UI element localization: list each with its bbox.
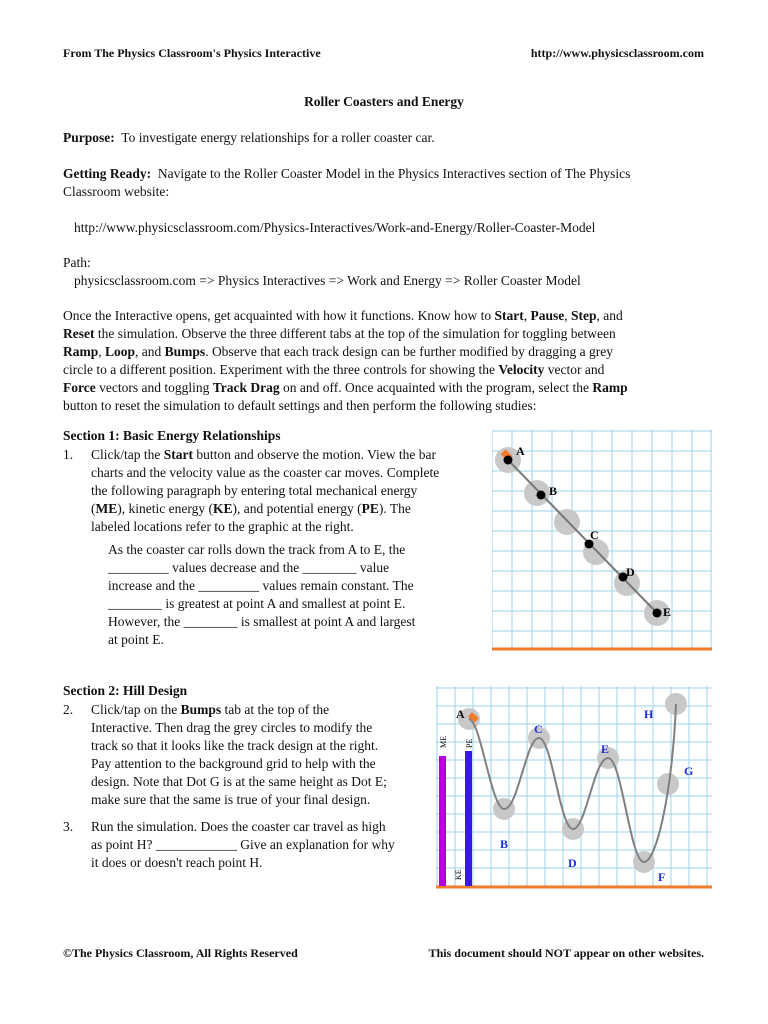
section1-paragraph: Click/tap the Start button and observe the motion. View the bar charts and the velocity value as the coaster car moves. Complete the following paragraph by entering total mechanical energy (ME), kinetic energy (KE), and potential energy (PE). The labeled locations refer to the graphic at the right. [91, 446, 486, 536]
pe-bar-label: PE [465, 738, 474, 748]
pe-bar [465, 751, 472, 886]
s2-text: track so that it looks like the track design at the right. [91, 738, 379, 753]
getting-ready [63, 165, 630, 201]
intro-bumps: Bumps [164, 344, 206, 359]
getting-ready-line1: Navigate to the Roller Coaster Model in the Physics Interactives section of The Physics [157, 166, 631, 181]
ramp-label-a: A [516, 444, 525, 458]
intro-reset: Reset [63, 326, 95, 341]
ramp-point-e [653, 609, 662, 618]
s1-text: labeled locations refer to the graphic at the right. [91, 519, 354, 534]
ramp-diagram [492, 430, 712, 652]
fill-in-line: _________ values decrease and the ________ value [108, 560, 390, 575]
s2-text: Pay attention to the background grid to help with the [91, 756, 376, 771]
s1-text: charts and the velocity value as the coaster car moves. Complete [91, 465, 440, 480]
ramp-track [508, 460, 657, 613]
s3-text: Run the simulation. Does the coaster car travel as high [91, 819, 386, 834]
bump-label-f: F [658, 870, 666, 884]
fill-in-line: As the coaster car rolls down the track from A to E, the [108, 542, 406, 557]
intro-text: vectors and toggling [95, 380, 213, 395]
bump-label-c: C [534, 722, 543, 736]
intro-and: , and [135, 344, 165, 359]
section1-fill-in [108, 541, 488, 649]
s2-text: make sure that the same is true of your final design. [91, 792, 371, 807]
s1-start: Start [163, 447, 193, 462]
header-right: http://www.physicsclassroom.com [530, 46, 704, 60]
header-left: From The Physics Classroom's Physics Interactive [63, 46, 321, 60]
intro-comma: , [523, 308, 531, 323]
s1-text: the following paragraph by entering total mechanical energy [91, 483, 418, 498]
ke-bar-label: KE [454, 869, 463, 880]
getting-ready-line2: Classroom website: [63, 184, 170, 199]
bump-label-a: A [456, 707, 465, 721]
fill-in-line: However, the ________ is smallest at point A and largest [108, 614, 416, 629]
s1-text: button and observe the motion. View the bar [192, 447, 436, 462]
section2-num3: 3. [63, 819, 74, 834]
bumps-diagram [436, 686, 712, 890]
intro-and: , and [596, 308, 623, 323]
path-label: Path: [63, 255, 91, 270]
s1-text: ). The [378, 501, 411, 516]
page-title: Roller Coasters and Energy [304, 94, 464, 109]
section2-item3 [91, 818, 431, 872]
intro-paragraph: Once the Interactive opens, get acquainted with how it functions. Know how to Start, Pause, Step, and Reset the simulation. Observe the three different tabs at the top of the simulation for toggling between Ramp, Loop, and Bumps. Observe that each track design can be further modified by dragging a grey circle to a different position. Experiment with the three controls for showing the Velocity vector and Force vectors and toggling Track Drag on and off. Once acquainted with the program, select the Ramp button to reset the simulation to default settings and then perform the following studies: [63, 307, 723, 415]
intro-text: vector and [544, 362, 605, 377]
s2-bumps: Bumps [180, 702, 222, 717]
s1-pe: PE [361, 501, 379, 516]
intro-text: the simulation. Observe the three different tabs at the top of the simulation for toggling between [94, 326, 616, 341]
intro-pause: Pause [530, 308, 565, 323]
s2-text: design. Note that Dot G is at the same height as Dot E; [91, 774, 387, 789]
section1-num: 1. [63, 447, 74, 462]
section2-num2: 2. [63, 702, 74, 717]
ramp-label-e: E [663, 605, 672, 619]
footer-right: This document should NOT appear on other websites. [428, 946, 704, 960]
purpose [63, 129, 435, 147]
ramp-label-c: C [590, 528, 599, 542]
ramp-label-b: B [549, 484, 558, 498]
url-text: http://www.physicsclassroom.com/Physics-Interactives/Work-and-Energy/Roller-Coaster-Model [74, 220, 596, 235]
ramp-grid [492, 430, 712, 648]
intro-track-drag: Track Drag [212, 380, 280, 395]
ramp-point-b [537, 491, 546, 500]
s1-ke: KE [212, 501, 233, 516]
bump-label-h: H [644, 707, 654, 721]
intro-text: circle to a different position. Experiment with the three controls for showing the [63, 362, 499, 377]
fill-in-line: at point E. [108, 632, 164, 647]
s2-text: Interactive. Then drag the grey circles to modify the [91, 720, 373, 735]
s2-text: Click/tap on the [91, 702, 181, 717]
fill-in-line: increase and the _________ values remain constant. The [108, 578, 414, 593]
intro-text: button to reset the simulation to default settings and then perform the following studies: [63, 398, 537, 413]
s1-me: ME [95, 501, 118, 516]
section1-heading: Section 1: Basic Energy Relationships [63, 428, 281, 443]
s1-text: Click/tap the [91, 447, 164, 462]
bump-label-e: E [601, 742, 610, 756]
intro-text: Once the Interactive opens, get acquainted with how it functions. Know how to [63, 308, 495, 323]
intro-force: Force [63, 380, 96, 395]
bump-label-d: D [568, 856, 577, 870]
intro-step: Step [571, 308, 597, 323]
bump-label-g: G [684, 764, 694, 778]
me-bar [439, 756, 446, 886]
intro-ramp: Ramp [592, 380, 628, 395]
intro-loop: Loop [105, 344, 136, 359]
s3-text: as point H? ____________ Give an explanation for why [91, 837, 395, 852]
me-bar-label: ME [439, 736, 448, 748]
s2-text: tab at the top of the [221, 702, 330, 717]
s3-text: it does or doesn't reach point H. [91, 855, 263, 870]
ramp-point-a [504, 456, 513, 465]
section2-item2 [91, 701, 431, 809]
intro-ramp: Ramp [63, 344, 99, 359]
intro-text: . Observe that each track design can be further modified by dragging a grey [205, 344, 614, 359]
bump-label-b: B [500, 837, 509, 851]
purpose-label: Purpose: [63, 130, 115, 145]
fill-in-line: ________ is greatest at point A and smallest at point E. [108, 596, 406, 611]
intro-start: Start [494, 308, 524, 323]
path-text: physicsclassroom.com => Physics Interactives => Work and Energy => Roller Coaster Model [74, 273, 581, 288]
s1-text: ), kinetic energy ( [117, 501, 213, 516]
ramp-label-d: D [626, 565, 635, 579]
section2-heading: Section 2: Hill Design [63, 683, 188, 698]
intro-velocity: Velocity [498, 362, 545, 377]
purpose-text: To investigate energy relationships for a roller coaster car. [121, 130, 435, 145]
intro-text: on and off. Once acquainted with the program, select the [279, 380, 593, 395]
s1-text: ), and potential energy ( [232, 501, 362, 516]
getting-ready-label: Getting Ready: [63, 166, 152, 181]
footer-left: ©The Physics Classroom, All Rights Reserved [63, 946, 298, 960]
